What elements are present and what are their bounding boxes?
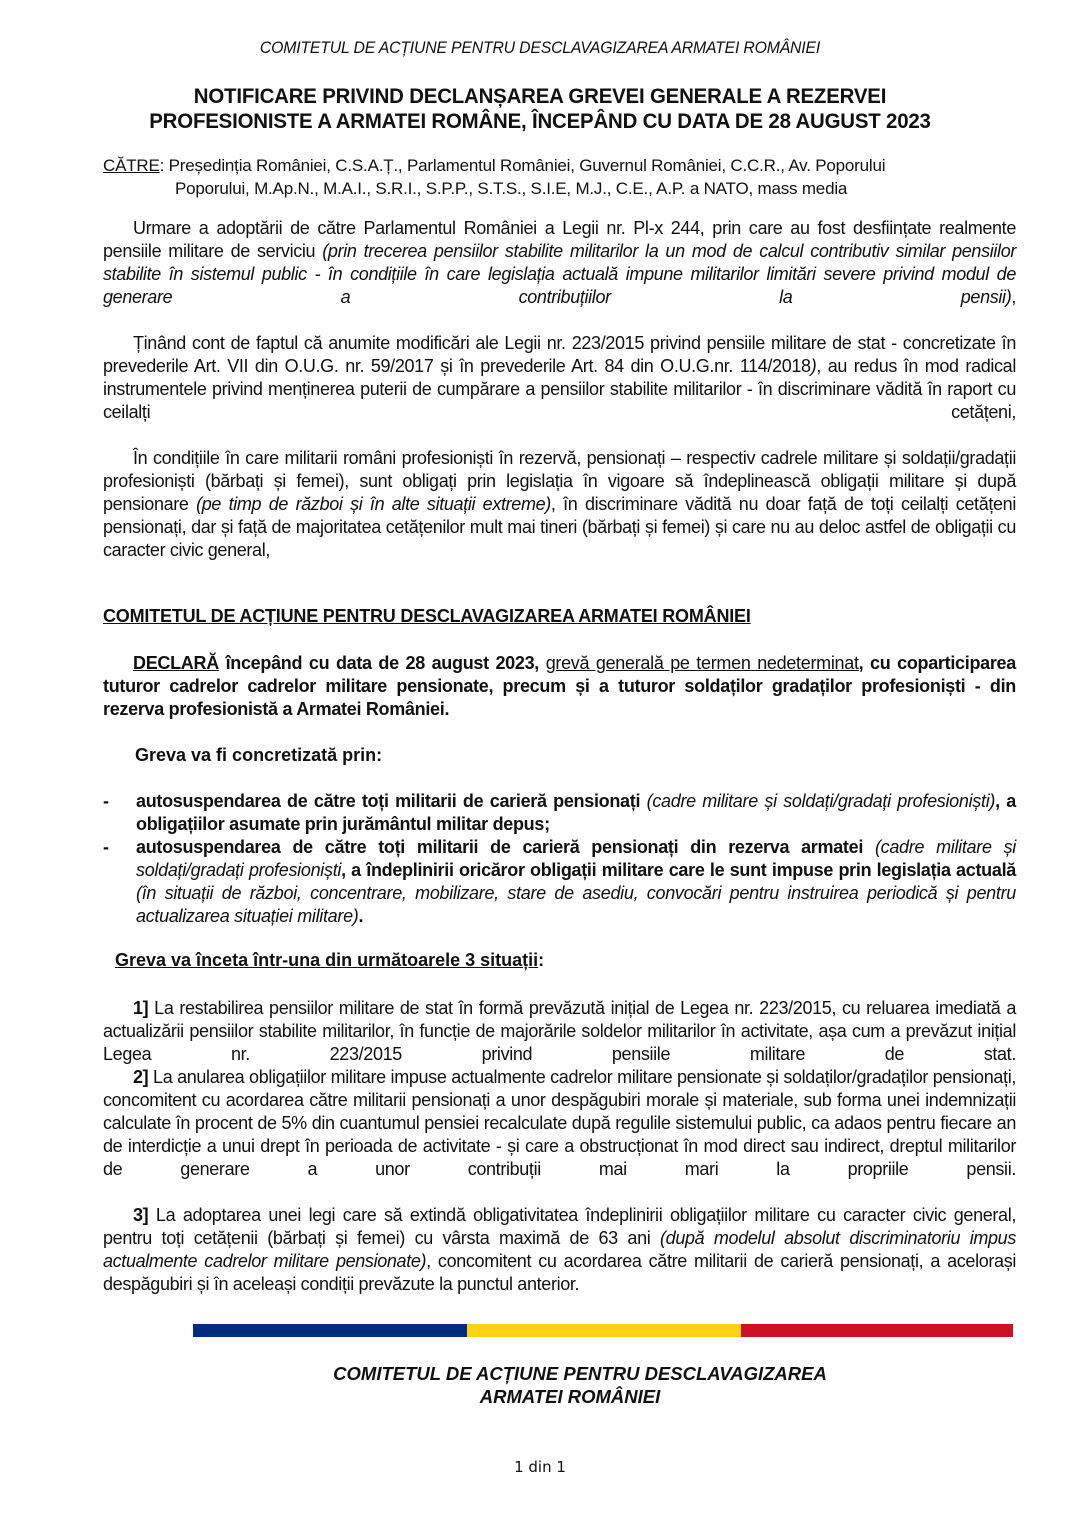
- condition-number: 2]: [133, 1067, 149, 1087]
- means-list: [103, 790, 1016, 928]
- header-organization: COMITETUL DE ACȚIUNE PENTRU DESCLAVAGIZAREA ARMATEI ROMÂNIEI: [259, 38, 821, 57]
- condition-1: 1] La restabilirea pensiilor militare de stat în formă prevăzută inițial de Legea nr. 223/2015, cu reluarea imediată a actualizării pensiilor stabilite militarilor, în funcție de majorările soldelor militarilor în activitate, așa cum a prevăzut inițial Legea nr. 223/2015 privind pensiile militare de stat.: [103, 998, 1016, 1064]
- paragraph-3-text-b: , în discriminare vădită nu doar față de toți ceilalți cetățeni pensionați, dar și față de majoritatea cetățenilor mult mai tineri (bărbați și femei) și care nu au deloc astfel de obligații cu caracter civic general,: [103, 494, 1016, 560]
- paragraph-1-italic: (prin trecerea pensiilor stabilite militarilor la un mod de calcul contributiv similar pensiilor stabilite în sistemul public - în condițiile în care legislația actuală impune militarilor limitări severe privind modul de generare a contribuțiilor la pensii): [103, 241, 1016, 307]
- bullet-dash: -: [103, 791, 109, 811]
- paragraph-2-text-b: , au redus în mod radical instrumentele privind menținerea puterii de cumpărare a pensiilor stabilite militarilor - în discriminare vădită în raport cu ceilalți cetățeni,: [103, 356, 1016, 422]
- title-line-2: PROFESIONISTE A ARMATEI ROMÂNE, ÎNCEPÂND CU DATA DE 28 AUGUST 2023: [149, 109, 931, 133]
- title-line-1: NOTIFICARE PRIVIND DECLANȘAREA GREVEI GENERALE A REZERVEI: [193, 84, 887, 108]
- romanian-flag-stripe: [193, 1324, 1013, 1337]
- recipients-line-1: : Președinția României, C.S.A.Ț., Parlamentul României, Guvernul României, C.C.R., Av. Poporului: [159, 156, 886, 175]
- flag-blue-band: [193, 1324, 467, 1337]
- end-conditions-heading: Greva va înceta într-una din următoarele 3 situații:: [115, 950, 545, 970]
- page-number: 1 din 1: [514, 1458, 566, 1476]
- recipients-line-2: Poporului, M.Ap.N., M.A.I., S.R.I., S.P.P., S.T.S., S.I.E, M.J., C.E., A.P. a NATO, mass media: [175, 179, 848, 198]
- flag-yellow-band: [467, 1324, 741, 1337]
- signature-line-1: COMITETUL DE ACȚIUNE PENTRU DESCLAVAGIZAREA: [333, 1363, 827, 1384]
- document-title: [27, 84, 1053, 134]
- condition-number: 3]: [133, 1205, 149, 1225]
- strike-term: grevă generală pe termen nedeterminat: [545, 653, 859, 673]
- means-heading: Greva va fi concretizată prin:: [135, 745, 383, 765]
- paragraph-1-text: Urmare a adoptării de către Parlamentul României a Legii nr. Pl-x 244, prin care au fost desființate realmente pensiile militare de serviciu: [103, 218, 1016, 261]
- bullet-dash: -: [103, 837, 109, 857]
- recipients-block: [103, 154, 1003, 200]
- paragraph-2: Ținând cont de faptul că anumite modificări ale Legii nr. 223/2015 privind pensiile militare de stat - concretizate în prevederile Art. VII din O.U.G. nr. 59/2017 și în prevederile Art. 84 din O.U.G.nr. 114/2018), au redus în mod radical instrumentele privind menținerea puterii de cumpărare a pensiilor stabilite militarilor - în discriminare vădită în raport cu ceilalți cetățeni,: [103, 333, 1016, 422]
- condition-number: 1]: [133, 998, 149, 1018]
- declaration-paragraph: DECLARĂ începând cu data de 28 august 2023, grevă generală pe termen nedeterminat, cu coparticiparea tuturor cadrelor cadrelor militare pensionate, precum și a tuturor soldaților gradaților profesioniști - din rezerva profesionistă a Armatei României.: [103, 653, 1016, 719]
- paragraph-3-italic: (pe timp de război și în alte situații extreme): [196, 494, 551, 514]
- recipients-label: CĂTRE: [103, 156, 160, 175]
- flag-red-band: [741, 1324, 1013, 1337]
- condition-3: 3] La adoptarea unei legi care să extindă obligativitatea îndeplinirii obligațiilor militare cu caracter civic general, pentru toți cetățenii (bărbați și femei) cu vârsta maximă de 63 ani (după modelul absolut discriminatoriu impus actualmente cadrelor militare pensionate), concomitent cu acordarea către militarii de carieră pensionați, a acelorași despăgubiri și în aceleași condiții prevăzute la punctul anterior.: [103, 1205, 1016, 1294]
- paragraph-1: Urmare a adoptării de către Parlamentul României a Legii nr. Pl-x 244, prin care au fost desființate realmente pensiile militare de serviciu (prin trecerea pensiilor stabilite militarilor la un mod de calcul contributiv similar pensiilor stabilite în sistemul public - în condițiile în care legislația actuală impune militarilor limitări severe privind modul de generare a contribuțiilor la pensii),: [103, 218, 1016, 307]
- paragraph-3-text-a: În condițiile în care militarii români profesioniști în rezervă, pensionați – respectiv cadrele militare și soldații/gradații profesioniști (bărbați și femei), sunt obligați prin legislația în vigoare să îndeplinească obligații militare și după pensionare: [103, 448, 1016, 514]
- means-item-2: - autosuspendarea de către toți militarii de carieră pensionați din rezerva armatei (cadre militare și soldați/gradați profesioniști, a îndeplinirii oricăror obligații militare care le sunt impuse prin legislația actuală (în situații de război, concentrare, mobilizare, stare de asediu, convocări pentru instruirea periodică și pentru actualizarea situației militare).: [103, 837, 1016, 926]
- means-item-1: - autosuspendarea de către toți militarii de carieră pensionați (cadre militare și soldați/gradați profesioniști), a obligațiilor asumate prin jurământul militar depus;: [103, 791, 1016, 834]
- declaration-keyword: DECLARĂ: [133, 653, 219, 673]
- signature-block: [0, 1362, 1080, 1408]
- condition-2: 2] La anularea obligațiilor militare impuse actualmente cadrelor militare pensionate și soldaților/gradaților pensionați, concomitent cu acordarea către militarii pensionați a unor despăgubiri morale și materiale, sub forma unei indemnizații calculate în procent de 5% din cuantumul pensiei recalculate după regulile sistemului public, ca adaos pentru fiecare an de interdicție a unui drept în perioada de activitate - și care a obstrucționat în mod direct sau indirect, dreptul militarilor de generare a unor contribuții mai mari la propriile pensii.: [103, 1067, 1016, 1179]
- paragraph-3: [103, 447, 1016, 562]
- committee-heading: COMITETUL DE ACȚIUNE PENTRU DESCLAVAGIZAREA ARMATEI ROMÂNIEI: [103, 606, 751, 626]
- paragraph-2-text-a: Ținând cont de faptul că anumite modificări ale Legii nr. 223/2015 privind pensiile militare de stat - concretizate în prevederile Art. VII din O.U.G. nr. 59/2017 și în prevederile Art. 84 din O.U.G.nr. 114/2018: [103, 333, 1016, 376]
- signature-line-2: ARMATEI ROMÂNIEI: [479, 1386, 661, 1407]
